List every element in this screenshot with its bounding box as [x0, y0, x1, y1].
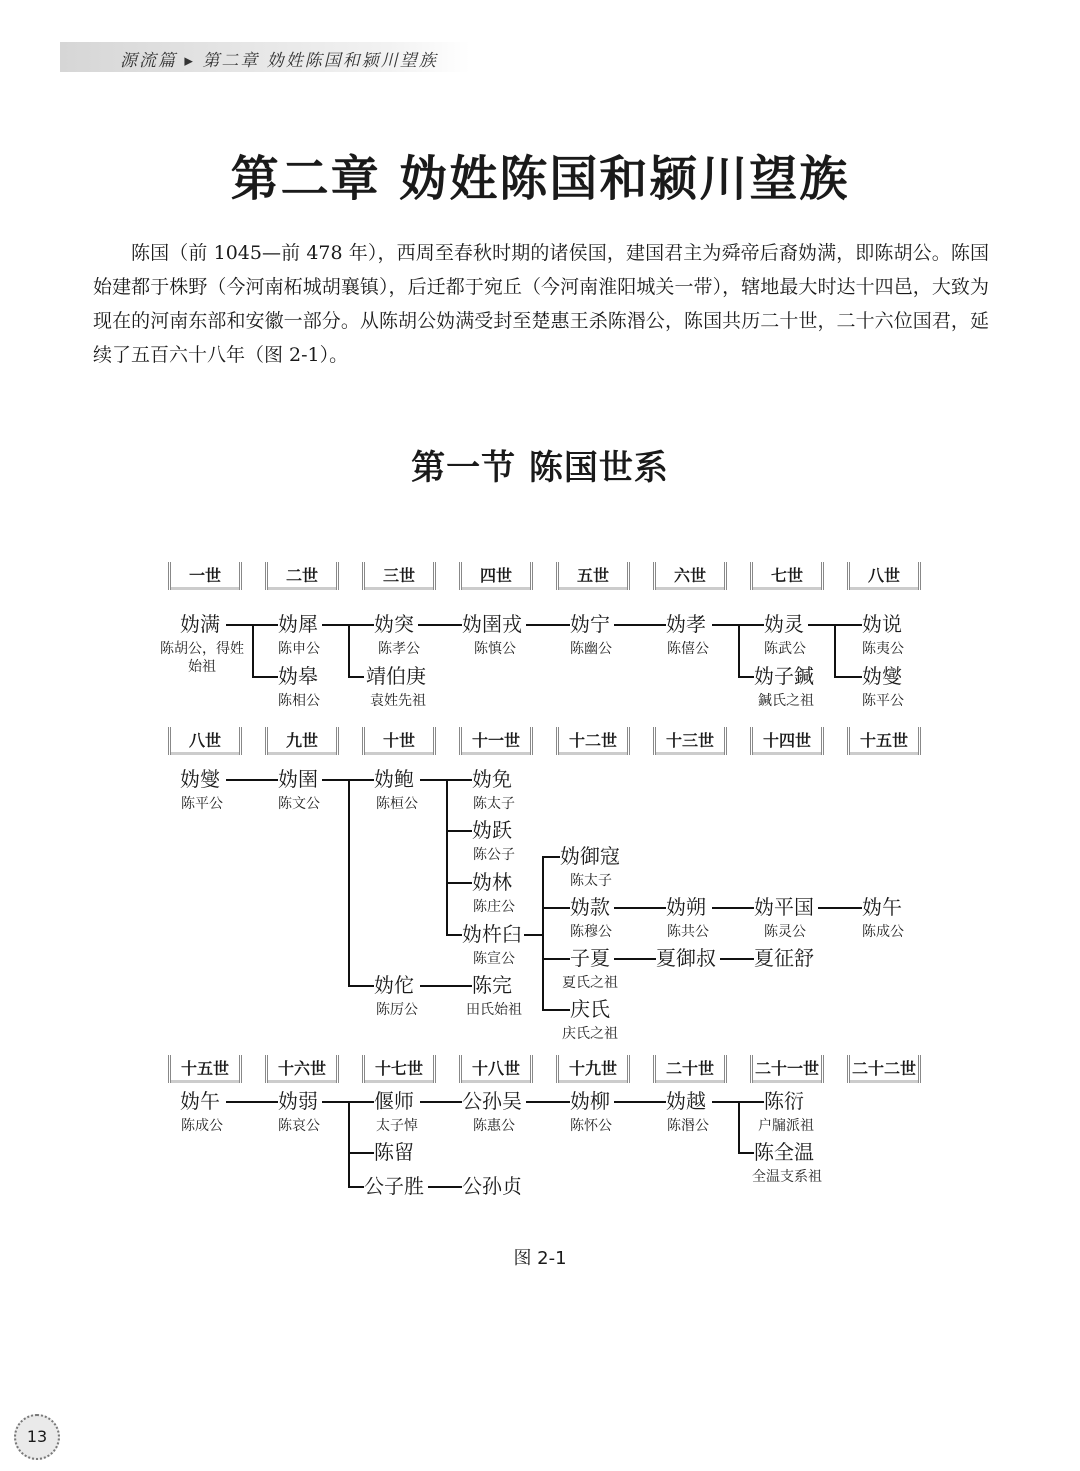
- generation-header: 十二世: [556, 727, 630, 755]
- lineage-line: [348, 624, 350, 676]
- lineage-line: [738, 624, 764, 626]
- lineage-line: [834, 624, 862, 626]
- person-name: 妫圉戎: [462, 612, 522, 636]
- lineage-line: [542, 958, 570, 960]
- person-title: 陈共公: [667, 924, 709, 940]
- person-title: 陈平公: [862, 693, 904, 709]
- lineage-line: [446, 830, 472, 832]
- lineage-line: [420, 985, 472, 987]
- lineage-line: [542, 907, 570, 909]
- person-name: 妫林: [472, 870, 512, 894]
- generation-header: 六世: [653, 562, 727, 590]
- person-name: 妫子鍼: [754, 664, 814, 688]
- lineage-line: [420, 779, 446, 781]
- generation-header: 十世: [362, 727, 436, 755]
- lineage-line: [808, 624, 834, 626]
- person-title: 陈惠公: [473, 1118, 515, 1134]
- lineage-line: [348, 676, 364, 678]
- lineage-line: [420, 1101, 462, 1103]
- lineage-line: [322, 1101, 348, 1103]
- person-title: 陈穆公: [570, 924, 612, 940]
- lineage-line: [348, 1186, 364, 1188]
- lineage-line: [818, 907, 862, 909]
- person-title: 陈相公: [278, 693, 320, 709]
- lineage-line: [348, 1152, 374, 1154]
- person-title: 袁姓先祖: [370, 693, 426, 709]
- person-name: 妫圉: [278, 767, 318, 791]
- person-name: 妫鲍: [374, 767, 414, 791]
- person-title: 陈怀公: [570, 1118, 612, 1134]
- person-name: 妫孝: [666, 612, 706, 636]
- person-name: 公子胜: [364, 1174, 424, 1198]
- lineage-line: [542, 856, 560, 858]
- person-title: 鍼氏之祖: [758, 693, 814, 709]
- person-name: 妫佗: [374, 973, 414, 997]
- lineage-line: [614, 958, 656, 960]
- generation-header: 二世: [265, 562, 339, 590]
- generation-header: 十三世: [653, 727, 727, 755]
- person-title: 陈宣公: [473, 951, 515, 967]
- person-title: 陈湣公: [667, 1118, 709, 1134]
- person-title: 庆氏之祖: [562, 1026, 618, 1042]
- page-number: 13: [14, 1414, 60, 1460]
- lineage-line: [712, 1101, 738, 1103]
- person-name: 妫说: [862, 612, 902, 636]
- lineage-line: [738, 1101, 740, 1152]
- person-title: 陈厉公: [376, 1002, 418, 1018]
- person-title: 户牖派祖: [758, 1118, 814, 1134]
- person-title: 夏氏之祖: [562, 975, 618, 991]
- lineage-line: [738, 1101, 764, 1103]
- chapter-title: 第二章 妫姓陈国和颍川望族: [230, 151, 850, 207]
- lineage-line: [738, 1152, 754, 1154]
- generation-header: 四世: [459, 562, 533, 590]
- lineage-line: [720, 958, 754, 960]
- lineage-line: [428, 1186, 462, 1188]
- person-name: 陈衍: [764, 1089, 804, 1113]
- person-name: 靖伯庚: [366, 664, 426, 688]
- person-title: 陈文公: [278, 796, 320, 812]
- generation-header: 三世: [362, 562, 436, 590]
- person-name: 妫免: [472, 767, 512, 791]
- person-name: 夏御叔: [656, 946, 716, 970]
- person-title: 陈武公: [764, 641, 806, 657]
- person-name: 公孙吴: [462, 1089, 522, 1113]
- person-name: 妫跃: [472, 818, 512, 842]
- person-title: 陈公子: [473, 847, 515, 863]
- person-title: 陈桓公: [376, 796, 418, 812]
- person-name: 妫柳: [570, 1089, 610, 1113]
- generation-header: 十五世: [847, 727, 921, 755]
- generation-header: 十五世: [168, 1055, 242, 1083]
- person-name: 妫午: [862, 895, 902, 919]
- person-title: 陈孝公: [378, 641, 420, 657]
- person-name: 妫午: [180, 1089, 220, 1113]
- person-title: 陈太子: [473, 796, 515, 812]
- lineage-line: [226, 1101, 278, 1103]
- generation-header: 一世: [168, 562, 242, 590]
- person-name: 偃师: [374, 1089, 414, 1113]
- intro-paragraph: 陈国（前 1045—前 478 年），西周至春秋时期的诸侯国，建国君主为舜帝后裔妫满，即陈胡公。陈国始建都于株野（今河南柘城胡襄镇），后迁都于宛丘（今河南淮阳城关一带），辖地最大时达十四邑，大致为现在的河南东部和安徽一部分。从陈胡公妫满受封至楚惠王杀陈湣公，陈国共历二十世，二十六位国君，延续了五百六十八年（图 2-1）。: [93, 242, 989, 366]
- lineage-line: [712, 624, 738, 626]
- person-name: 妫朔: [666, 895, 706, 919]
- person-title: 陈成公: [181, 1118, 223, 1134]
- lineage-line: [226, 624, 252, 626]
- person-title: 陈成公: [862, 924, 904, 940]
- lineage-line: [738, 624, 740, 676]
- generation-header: 十八世: [459, 1055, 533, 1083]
- person-title: 陈申公: [278, 641, 320, 657]
- person-title: 陈慎公: [474, 641, 516, 657]
- lineage-line: [542, 1009, 570, 1011]
- person-name: 妫犀: [278, 612, 318, 636]
- lineage-line: [738, 676, 754, 678]
- generation-header: 二十二世: [847, 1055, 921, 1083]
- generation-header: 十六世: [265, 1055, 339, 1083]
- person-name: 妫突: [374, 612, 414, 636]
- person-name: 公孙贞: [462, 1174, 522, 1198]
- generation-header: 五世: [556, 562, 630, 590]
- person-name: 妫越: [666, 1089, 706, 1113]
- person-name: 妫宁: [570, 612, 610, 636]
- person-title: 陈平公: [181, 796, 223, 812]
- person-name: 妫燮: [180, 767, 220, 791]
- person-name: 陈完: [472, 973, 512, 997]
- lineage-line: [542, 856, 544, 1009]
- person-title: 陈胡公，得姓始祖: [160, 641, 244, 675]
- person-title: 田氏始祖: [466, 1002, 522, 1018]
- person-title: 陈僖公: [667, 641, 709, 657]
- person-name: 妫平国: [754, 895, 814, 919]
- lineage-line: [348, 1101, 374, 1103]
- lineage-line: [252, 676, 278, 678]
- generation-header: 十四世: [750, 727, 824, 755]
- lineage-line: [712, 907, 754, 909]
- lineage-line: [526, 1101, 570, 1103]
- lineage-line: [446, 779, 448, 934]
- generation-header: 七世: [750, 562, 824, 590]
- person-title: 陈幽公: [570, 641, 612, 657]
- lineage-line: [252, 624, 254, 676]
- person-title: 太子悼: [376, 1118, 418, 1134]
- person-name: 妫灵: [764, 612, 804, 636]
- lineage-line: [418, 624, 462, 626]
- lineage-line: [446, 882, 472, 884]
- person-name: 妫满: [180, 612, 220, 636]
- lineage-line: [614, 907, 666, 909]
- lineage-line: [322, 624, 348, 626]
- person-title: 陈灵公: [764, 924, 806, 940]
- lineage-line: [446, 934, 462, 936]
- person-title: 陈太子: [570, 873, 612, 889]
- person-name: 妫皋: [278, 664, 318, 688]
- person-name: 子夏: [570, 946, 610, 970]
- person-name: 妫杵臼: [462, 922, 522, 946]
- generation-header: 八世: [168, 727, 242, 755]
- lineage-line: [226, 779, 278, 781]
- generation-header: 八世: [847, 562, 921, 590]
- section-title: 第一节 陈国世系: [411, 448, 669, 488]
- person-name: 陈留: [374, 1140, 414, 1164]
- generation-header: 九世: [265, 727, 339, 755]
- lineage-line: [252, 624, 278, 626]
- lineage-line: [524, 934, 542, 936]
- person-title: 全温支系祖: [752, 1169, 822, 1185]
- person-title: 陈庄公: [473, 899, 515, 915]
- lineage-line: [526, 624, 570, 626]
- lineage-line: [348, 624, 374, 626]
- lineage-line: [348, 985, 374, 987]
- person-name: 妫燮: [862, 664, 902, 688]
- generation-header: 十七世: [362, 1055, 436, 1083]
- person-title: 陈夷公: [862, 641, 904, 657]
- lineage-line: [834, 624, 836, 676]
- generation-header: 十九世: [556, 1055, 630, 1083]
- lineage-line: [614, 624, 666, 626]
- lineage-line: [614, 1101, 666, 1103]
- person-name: 夏征舒: [754, 946, 814, 970]
- figure-caption: 图 2-1: [513, 1248, 567, 1269]
- generation-header: 二十世: [653, 1055, 727, 1083]
- lineage-line: [446, 779, 472, 781]
- generation-header: 二十一世: [750, 1055, 824, 1083]
- person-name: 妫御寇: [560, 844, 620, 868]
- lineage-line: [834, 676, 862, 678]
- person-name: 庆氏: [570, 997, 610, 1021]
- person-name: 陈全温: [754, 1140, 814, 1164]
- lineage-line: [348, 779, 350, 985]
- running-head: 源流篇 ▸ 第二章 妫姓陈国和颍川望族: [120, 51, 438, 71]
- lineage-line: [348, 1101, 350, 1186]
- generation-header: 十一世: [459, 727, 533, 755]
- person-name: 妫款: [570, 895, 610, 919]
- person-name: 妫弱: [278, 1089, 318, 1113]
- person-title: 陈哀公: [278, 1118, 320, 1134]
